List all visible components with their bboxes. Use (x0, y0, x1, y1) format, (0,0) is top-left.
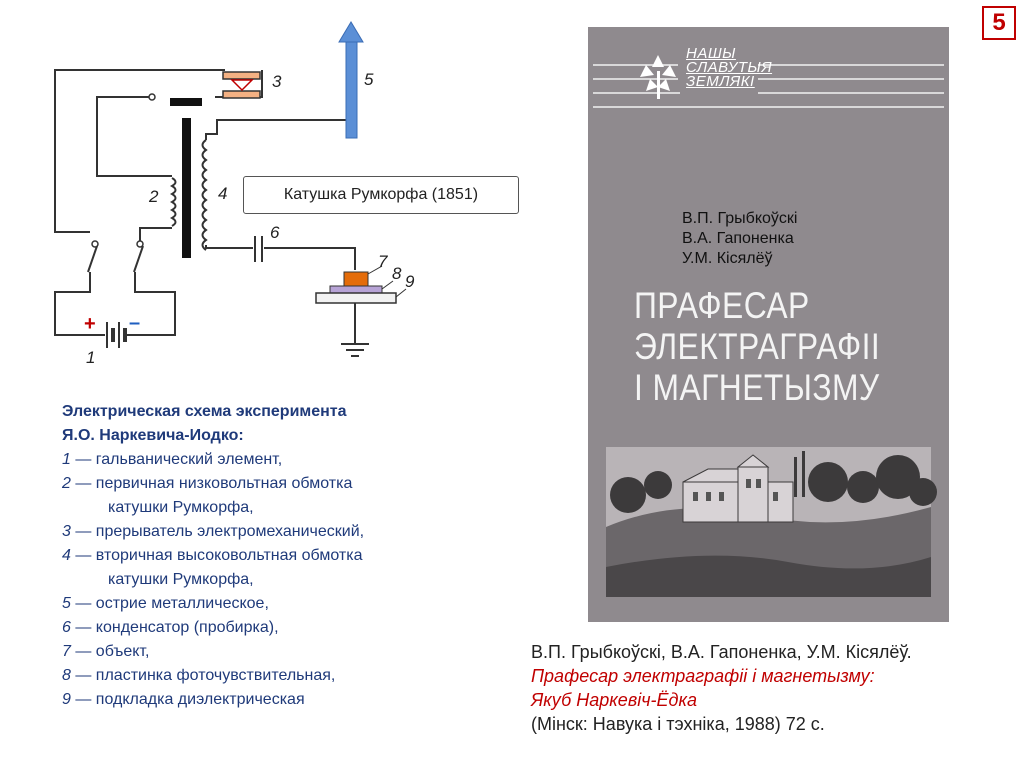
caption-authors: В.П. Грыбкоўскі, В.А. Гапоненка, У.М. Кісялёў. (531, 642, 912, 662)
legend-item: 9 — подкладка диэлектрическая (62, 691, 305, 708)
minus-sign: – (129, 312, 141, 334)
book-caption (531, 640, 1011, 736)
cover-authors: В.П. Грыбкоўскі В.А. Гапоненка У.М. Кісялёў (682, 210, 798, 267)
legend-item: 1 — гальванический элемент, (62, 451, 283, 468)
caption-publication: (Мінск: Навука і тэхніка, 1988) 72 с. (531, 714, 825, 734)
slide-number: 5 (982, 6, 1016, 40)
book-cover (588, 27, 949, 622)
label-2: 2 (149, 187, 159, 206)
estate-engraving-image (606, 447, 937, 597)
plus-sign: + (84, 313, 96, 335)
series-title: НАШЫ СЛАВУТЫЯ ЗЕМЛЯКІ (686, 45, 773, 90)
legend-heading-1: Электрическая схема эксперимента (62, 403, 347, 420)
label-9: 9 (405, 272, 415, 291)
legend-item: катушки Румкорфа, (108, 499, 254, 516)
label-4: 4 (218, 184, 228, 203)
label-8: 8 (392, 264, 402, 283)
legend-item: 7 — объект, (62, 643, 150, 660)
label-1: 1 (86, 348, 96, 367)
legend-item: 6 — конденсатор (пробирка), (62, 619, 279, 636)
interrupter-icon (223, 72, 260, 98)
label-3: 3 (272, 72, 282, 91)
label-6: 6 (270, 223, 280, 242)
label-7: 7 (378, 252, 388, 271)
legend-item: 4 — вторичная высоковольтная обмотка (62, 547, 363, 564)
coil-title-box: Катушка Румкорфа (1851) (243, 176, 519, 214)
label-5: 5 (364, 70, 374, 89)
legend-item: 5 — острие металлическое, (62, 595, 269, 612)
caption-title-1: Прафесар электраграфіі і магнетызму: (531, 666, 875, 686)
caption-title-2: Якуб Наркевіч-Ёдка (531, 690, 697, 710)
legend-item: 3 — прерыватель электромеханический, (62, 523, 365, 540)
legend-item: 2 — первичная низковольтная обмотка (62, 475, 353, 492)
diagram-legend (62, 400, 542, 712)
legend-item: катушки Румкорфа, (108, 571, 254, 588)
cover-title: ПРАФЕСАР ЭЛЕКТРАГРАФІІ І МАГНЕТЫЗМУ (634, 285, 881, 408)
legend-heading-2: Я.О. Наркевича-Иодко: (62, 427, 244, 444)
legend-item: 8 — пластинка фоточувствительная, (62, 667, 336, 684)
